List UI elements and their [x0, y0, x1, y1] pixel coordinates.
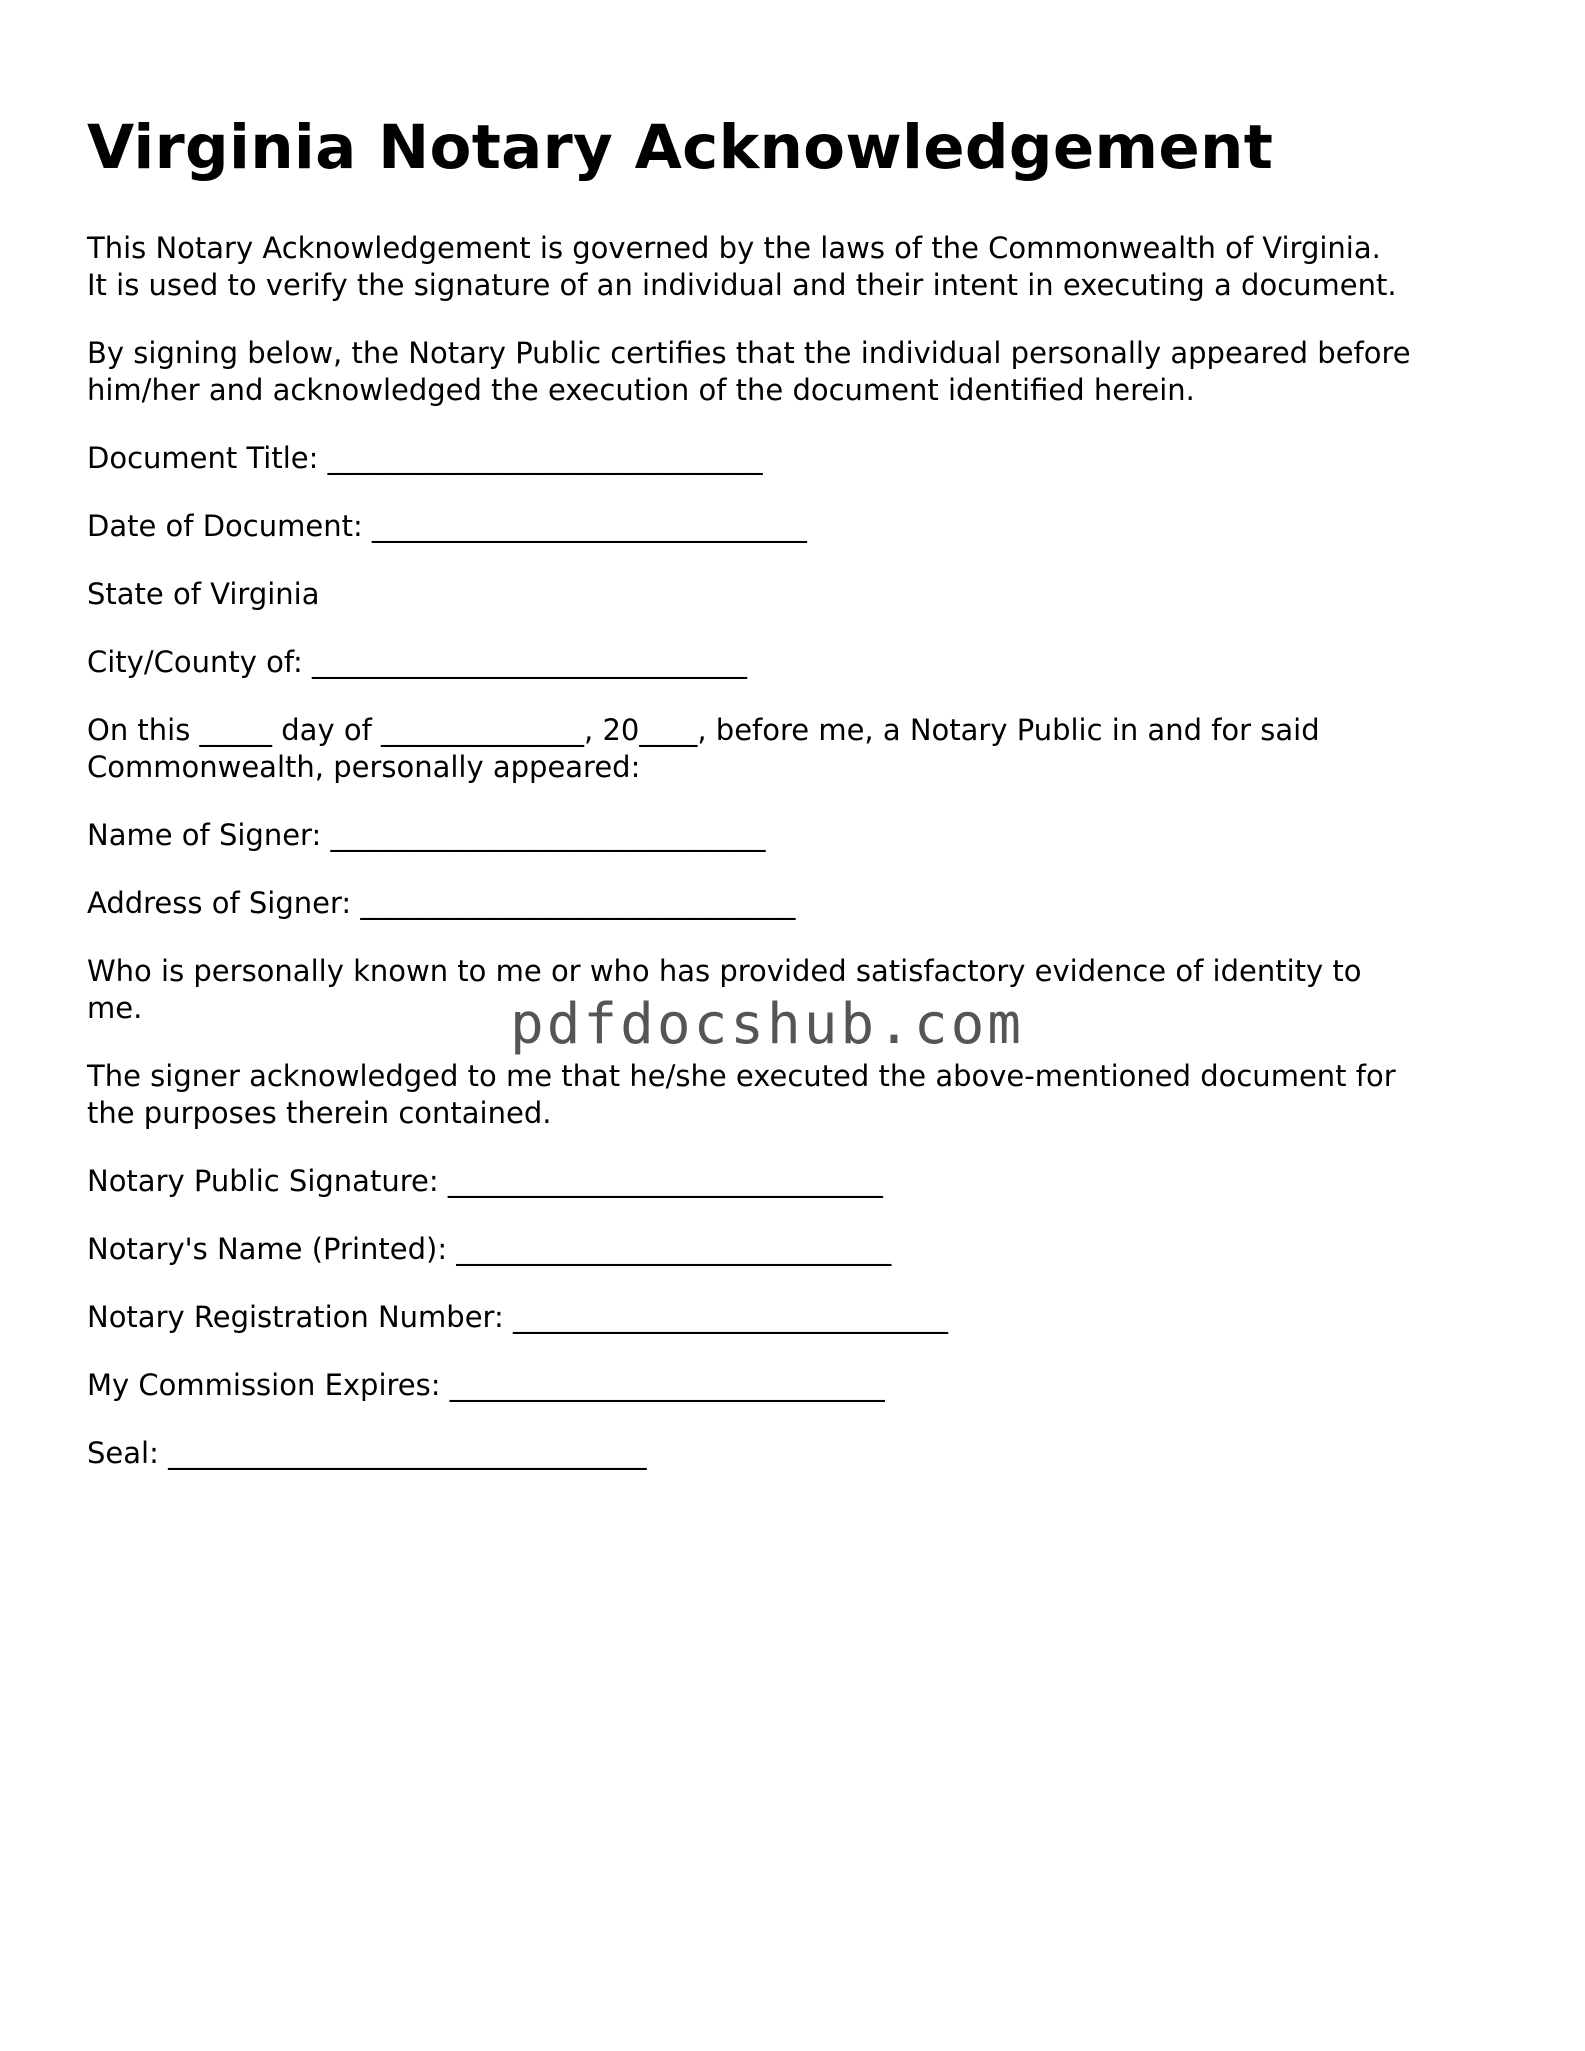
watermark: pdfdocshub.com	[510, 992, 1025, 1057]
on-this-day-paragraph: On this _____ day of ______________, 20____, before me, a Notary Public in and for said Commonwealth, personally appeared:	[87, 713, 1320, 784]
commission-expires-field: My Commission Expires: ______________________________	[87, 1368, 885, 1402]
registration-number-field: Notary Registration Number: ______________________________	[87, 1300, 948, 1334]
notary-name-field: Notary's Name (Printed): ______________________________	[87, 1232, 892, 1266]
document-page	[87, 110, 1507, 1503]
acknowledged-paragraph: The signer acknowledged to me that he/she executed the above-mentioned document for the purposes therein contained.	[87, 1059, 1396, 1130]
identity-paragraph: Who is personally known to me or who has provided satisfactory evidence of identity to me.	[87, 954, 1362, 1025]
address-of-signer-field: Address of Signer: ______________________________	[87, 886, 796, 920]
document-title: Virginia Notary Acknowledgement	[87, 112, 1274, 183]
state-line: State of Virginia	[87, 577, 320, 611]
name-of-signer-field: Name of Signer: ______________________________	[87, 818, 766, 852]
date-of-document-field: Date of Document: ______________________________	[87, 509, 807, 543]
notary-signature-field: Notary Public Signature: ______________________________	[87, 1164, 883, 1198]
intro-paragraph: This Notary Acknowledgement is governed by the laws of the Commonwealth of Virginia. It is used to verify the signature of an individual and their intent in executing a document.	[87, 231, 1397, 302]
document-title-field: Document Title: ______________________________	[87, 441, 763, 475]
city-county-field: City/County of: ______________________________	[87, 645, 748, 679]
seal-field: Seal: _________________________________	[87, 1436, 647, 1470]
certification-paragraph: By signing below, the Notary Public certifies that the individual personally appeared before him/her and acknowledged the execution of the document identified herein.	[87, 336, 1411, 407]
